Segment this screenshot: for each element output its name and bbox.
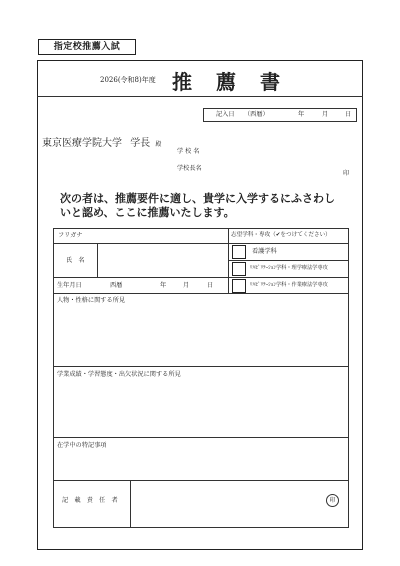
row-line-grades [53,437,349,438]
document-title: 推 薦 書 [172,70,282,94]
row-line-personality [53,366,349,367]
date-day-unit: 日 [345,111,352,118]
major-row-line-2 [228,277,349,278]
birth-month-unit: 月 [183,282,190,289]
recommendation-statement: 次の者は、推薦要件に適し、貴学に入学するにふさわしいと認め、ここに推薦いたします。 [60,192,335,219]
writer-seal-circle: 印 [326,494,339,507]
major-row-line-1 [228,260,349,261]
date-year-unit: 年 [298,111,305,118]
major-label-physical-therapy: ﾘﾊﾋﾞﾘﾃｰｼｮﾝ学科・理学療法学専攻 [250,265,328,271]
birth-label: 生年月日 [57,282,82,289]
personality-section-label: 人物・性格に関する所見 [57,297,126,304]
header-divider [37,96,363,97]
date-label: 記入日 [216,111,235,118]
birth-era: 西暦 [110,282,123,289]
recipient-line [42,134,161,149]
principal-name-label: 学校長名 [177,165,202,172]
major-checkbox-physical-therapy[interactable] [232,262,246,276]
birth-year-unit: 年 [160,282,167,289]
name-label-divider [97,243,98,277]
student-name-label: 氏 名 [66,257,85,264]
principal-seal: 印 [343,170,350,177]
school-name-label: 学 校 名 [177,148,200,155]
row-line-birth [53,293,349,294]
date-era: （西暦） [244,111,269,118]
recipient-role: 学長 [130,138,151,149]
university-name: 東京医療学院大学 [42,138,122,149]
grades-section-label: 学業成績・学習態度・出欠状況に関する所見 [57,371,181,378]
birth-day-unit: 日 [207,282,214,289]
row-line-special [53,480,349,481]
date-month-unit: 月 [322,111,329,118]
admission-type-badge: 指定校推薦入試 [38,39,136,55]
major-checkbox-nursing[interactable] [232,245,246,259]
major-header: 志望学科・専攻（✔をつけてください） [231,232,331,238]
major-label-occupational-therapy: ﾘﾊﾋﾞﾘﾃｰｼｮﾝ学科・作業療法学専攻 [250,282,328,288]
fiscal-year: 2026(令和8)年度 [100,76,156,84]
major-label-nursing: 看護学科 [252,248,277,255]
major-checkbox-occupational-therapy[interactable] [232,279,246,293]
writer-label-divider [130,480,131,528]
special-notes-section-label: 在学中の特記事項 [57,442,107,449]
furigana-label: フリガナ [58,232,83,239]
writer-label: 記 載 責 任 者 [62,497,118,504]
recipient-honorific: 殿 [155,141,162,148]
